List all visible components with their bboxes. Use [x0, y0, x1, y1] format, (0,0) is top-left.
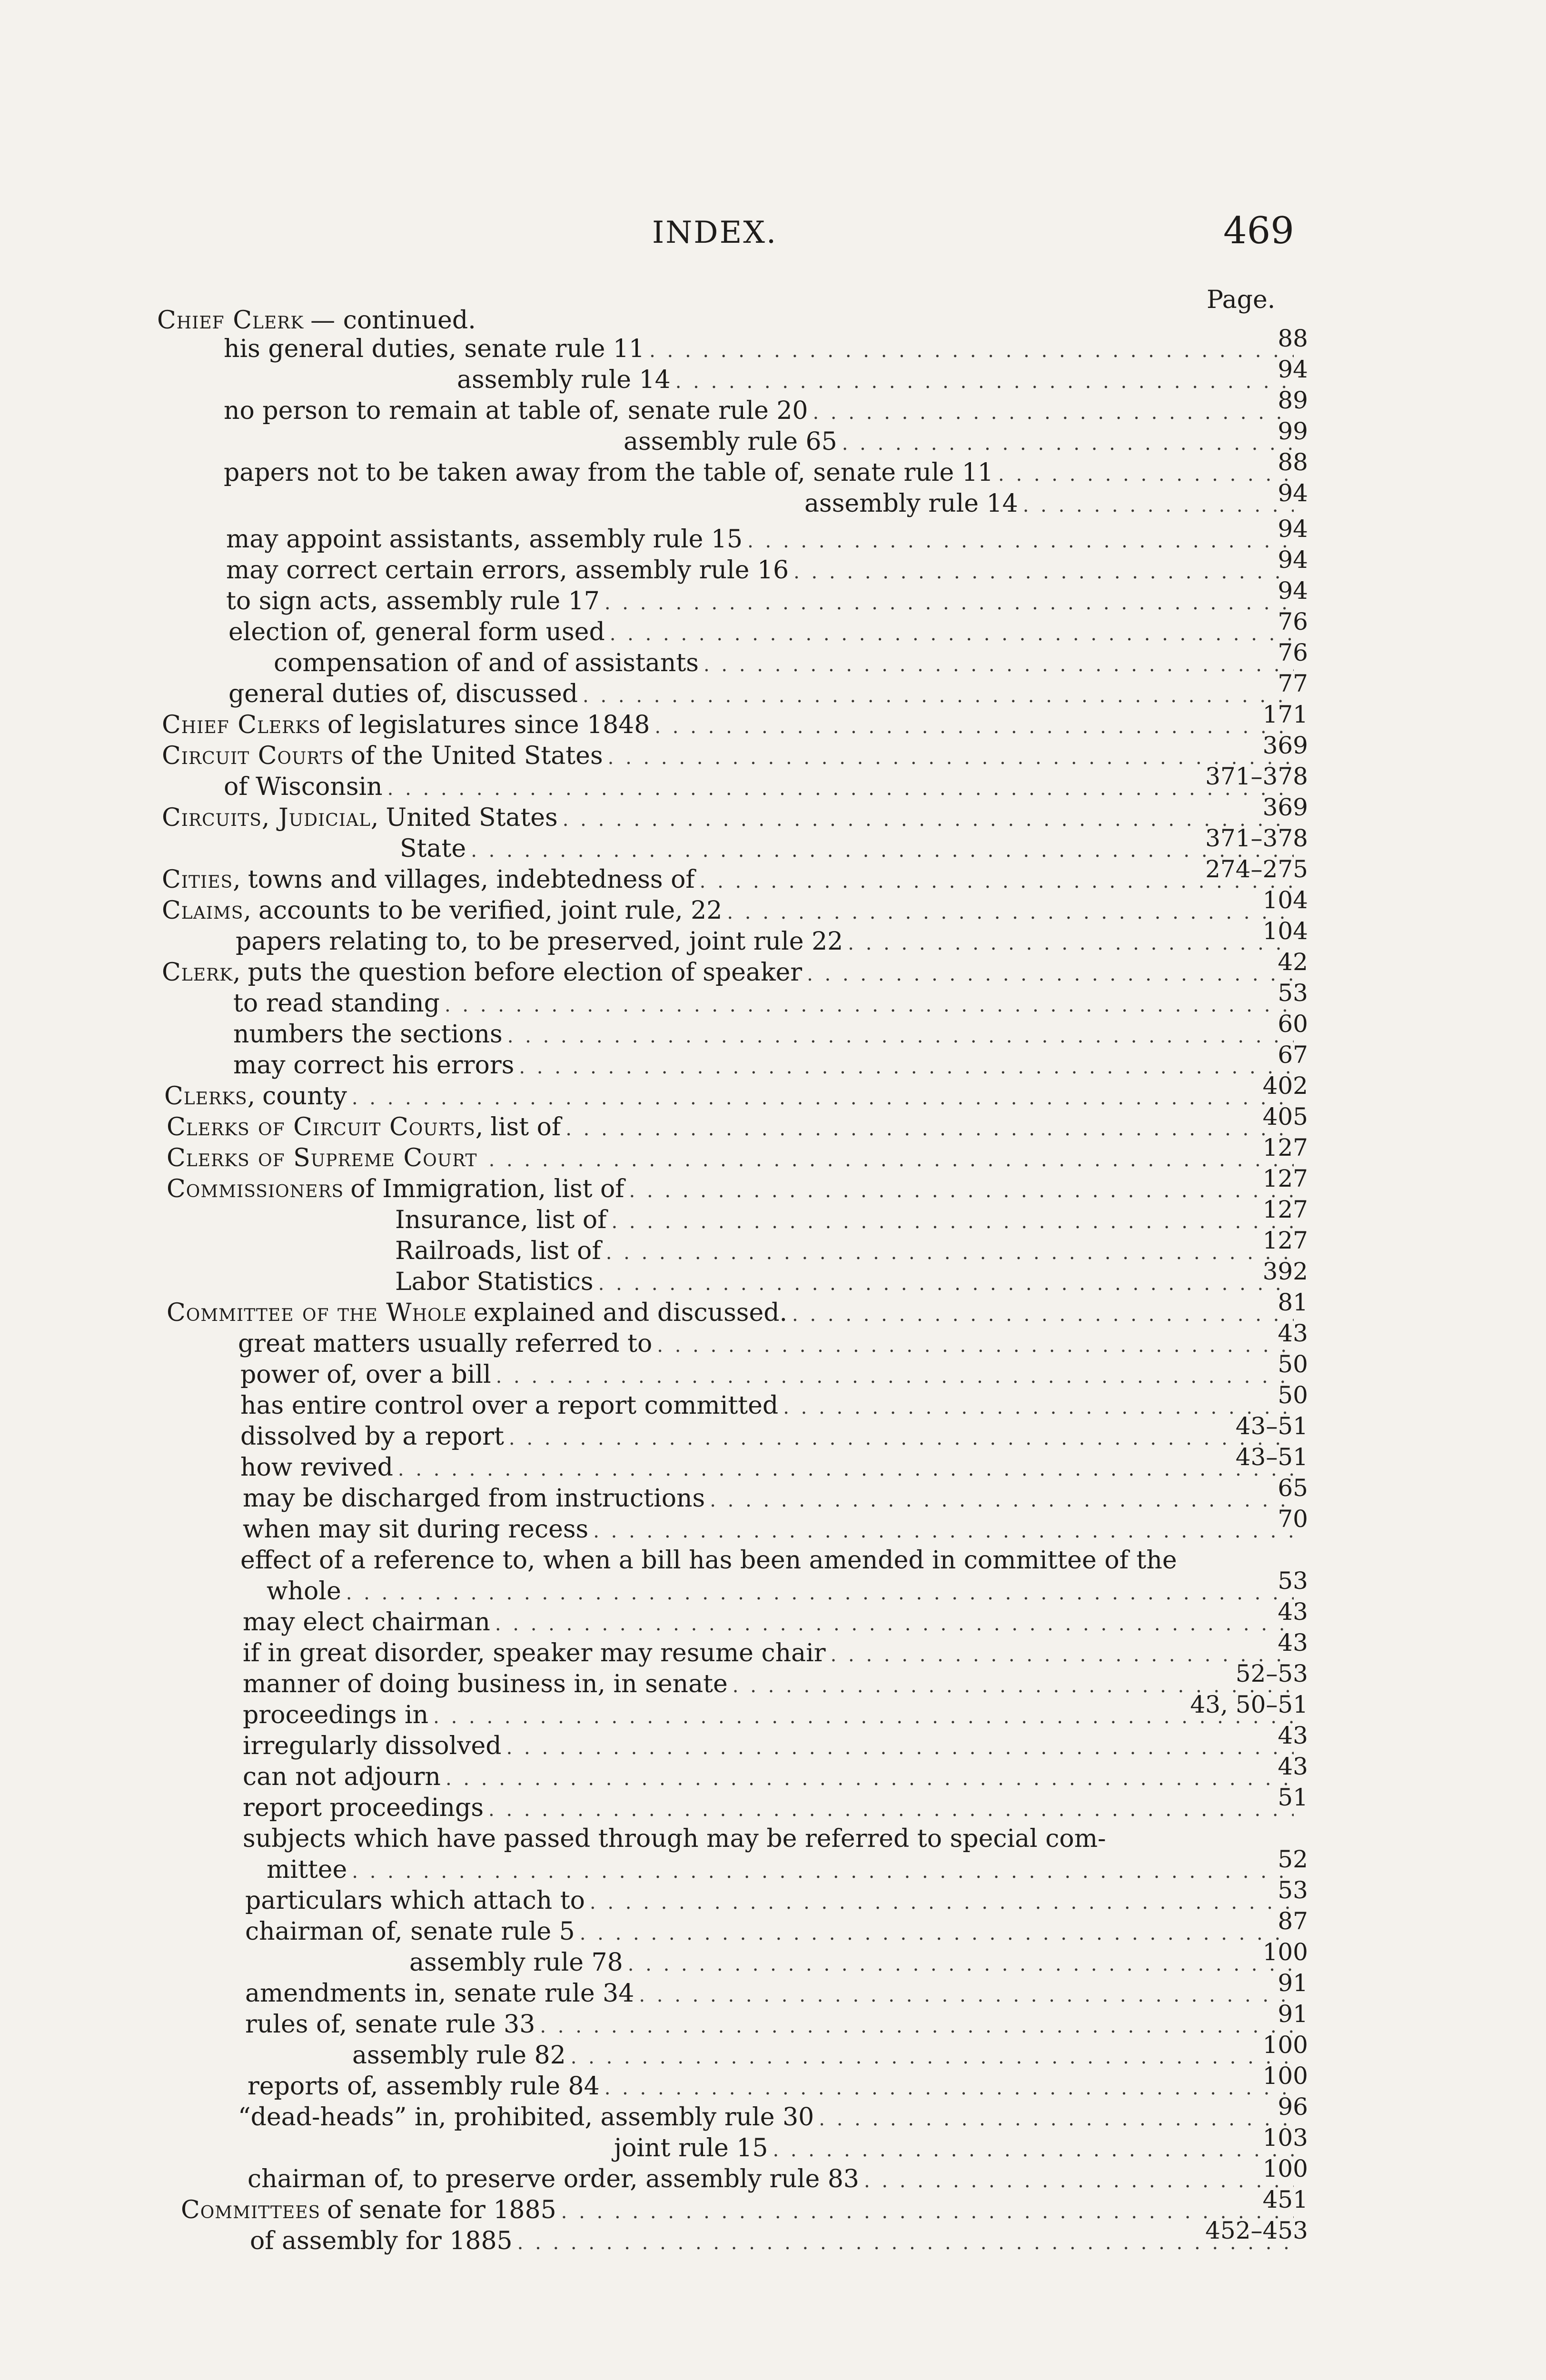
page-reference: 402: [1262, 1072, 1308, 1100]
dot-leader: [346, 1577, 1294, 1609]
dot-leader: [628, 1949, 1294, 1980]
page-reference: 405: [1262, 1103, 1308, 1130]
page-reference: 43–51: [1235, 1443, 1308, 1471]
index-entry: [243, 1606, 1298, 1638]
index-entry: [243, 1699, 1298, 1731]
entry-text: United States: [386, 803, 558, 832]
entry-text: amendments in, senate rule 34: [245, 1979, 634, 2008]
page-reference: 89: [1278, 387, 1308, 414]
entry-text: list of: [490, 1113, 561, 1141]
entry-text: Labor Statistics: [395, 1268, 594, 1296]
entry-text: to sign acts, assembly rule 17: [226, 587, 600, 615]
entry-text: may elect chairman: [243, 1608, 490, 1636]
dot-leader: [783, 1392, 1294, 1423]
dot-leader: [606, 1237, 1294, 1269]
index-entry: [224, 771, 1298, 803]
dot-leader: [773, 2134, 1294, 2166]
entry-heading: Clerks,: [164, 1082, 256, 1111]
index-entry: [162, 864, 1298, 895]
entry-text: power of, over a bill: [240, 1360, 491, 1389]
page-reference: 392: [1262, 1258, 1308, 1285]
entry-text: State: [400, 834, 466, 863]
index-entry: [240, 1359, 1298, 1390]
entry-heading: Circuit Courts: [162, 742, 344, 770]
entry-text: mittee: [267, 1855, 347, 1884]
page-reference: 371–378: [1205, 763, 1308, 790]
entry-text: subjects which have passed through may be referred to special com-: [243, 1825, 1106, 1853]
index-entry: [240, 1452, 1298, 1483]
dot-leader: [507, 1021, 1294, 1052]
page-reference: 76: [1278, 639, 1308, 666]
entry-text: no person to remain at table of, senate rule 20: [224, 397, 808, 425]
entry-heading: Commissioners: [167, 1175, 344, 1203]
entry-heading: Cities,: [162, 865, 241, 894]
index-entry: [243, 1637, 1298, 1669]
index-entry: [352, 2040, 1298, 2071]
dot-leader: [445, 990, 1294, 1021]
entry-heading: Clerks of Supreme Court: [167, 1144, 477, 1172]
dot-leader: [495, 1608, 1294, 1640]
entry-text: assembly rule 14: [457, 366, 671, 394]
page-reference: 43: [1278, 1319, 1308, 1347]
index-entry: [243, 1730, 1298, 1762]
entry-text: assembly rule 82: [352, 2041, 566, 2070]
entry-text: chairman of, senate rule 5: [245, 1917, 575, 1946]
page-reference: 87: [1278, 1907, 1308, 1935]
dot-leader: [864, 2165, 1294, 2197]
index-entry: [181, 2194, 1298, 2226]
index-entry: [162, 802, 1298, 833]
entry-text: when may sit during recess: [243, 1515, 589, 1544]
index-entry: [395, 1235, 1298, 1267]
index-entry: [274, 647, 1298, 679]
index-entry: [240, 1390, 1298, 1421]
dot-leader: [819, 2103, 1294, 2135]
dot-leader: [831, 1639, 1294, 1671]
entry-heading: Clerk,: [162, 958, 241, 987]
dot-leader: [517, 2227, 1294, 2259]
entry-text: accounts to be verified, joint rule, 22: [258, 896, 723, 925]
dot-leader: [747, 526, 1294, 557]
index-entry: [224, 457, 1298, 488]
dot-leader: [611, 1206, 1294, 1238]
dot-leader: [675, 366, 1294, 397]
page-reference: 43, 50–51: [1190, 1691, 1308, 1718]
index-entry: [245, 1916, 1298, 1947]
index-entry: [233, 988, 1298, 1019]
page-reference: 51: [1278, 1784, 1308, 1811]
page-reference: 43: [1278, 1722, 1308, 1749]
dot-leader: [610, 618, 1294, 650]
dot-leader: [519, 1051, 1294, 1083]
entry-text: “dead-heads” in, prohibited, assembly rule 30: [238, 2103, 814, 2132]
index-entry: [248, 2163, 1298, 2195]
entry-text: of senate for 1885: [327, 2196, 556, 2224]
dot-leader: [563, 804, 1294, 835]
dot-leader: [654, 711, 1294, 743]
index-entry: [409, 1947, 1298, 1978]
index-entry: [243, 1668, 1298, 1700]
entry-text: numbers the sections: [233, 1020, 503, 1049]
entry-text: papers not to be taken away from the table of, senate rule 11: [224, 458, 994, 487]
dot-leader: [387, 773, 1294, 804]
page-reference: 451: [1262, 2186, 1308, 2213]
dot-leader: [649, 335, 1294, 367]
index-entry: [243, 1823, 1298, 1854]
page-reference: 94: [1278, 356, 1308, 383]
entry-text: whole: [267, 1577, 341, 1606]
entry-heading: Circuits, Judicial,: [162, 803, 379, 832]
index-entry: [162, 895, 1298, 926]
entry-text: towns and villages, indebtedness of: [248, 865, 695, 894]
dot-leader: [793, 556, 1294, 588]
index-entry: [400, 833, 1298, 864]
dot-leader: [398, 1454, 1294, 1485]
dot-leader: [848, 928, 1294, 959]
dot-leader: [446, 1763, 1294, 1795]
entry-text: explained and discussed.: [473, 1299, 788, 1327]
page-reference: 52–53: [1235, 1660, 1308, 1687]
dot-leader: [813, 397, 1294, 428]
page-reference: 67: [1278, 1041, 1308, 1069]
page-reference: 127: [1262, 1165, 1308, 1192]
entry-heading: Clerks of Circuit Courts,: [167, 1113, 484, 1141]
page-reference: 65: [1278, 1474, 1308, 1502]
dot-leader: [540, 2011, 1294, 2042]
page-reference: 70: [1278, 1505, 1308, 1533]
dot-leader: [605, 587, 1294, 619]
index-entry: [243, 1483, 1298, 1514]
page-reference: 103: [1262, 2124, 1308, 2152]
page-reference: 50: [1278, 1350, 1308, 1378]
page-reference: 94: [1278, 577, 1308, 605]
index-entry: [167, 1111, 1298, 1143]
index-entry: [267, 1576, 1298, 1607]
entry-heading: Claims,: [162, 896, 252, 925]
entry-text: assembly rule 65: [624, 427, 837, 456]
entry-text: assembly rule 14: [804, 489, 1018, 518]
index-entry: [457, 364, 1298, 396]
index-entry: [167, 1142, 1298, 1174]
index-entry: [804, 488, 1298, 519]
index-entry: [162, 709, 1298, 741]
dot-leader: [807, 959, 1294, 990]
dot-leader: [1023, 490, 1294, 521]
dot-leader: [565, 1113, 1294, 1145]
page-reference: 452–453: [1205, 2217, 1308, 2244]
index-entry: [226, 585, 1298, 617]
index-entry: [624, 426, 1298, 457]
entry-heading: Committees: [181, 2196, 321, 2224]
page-reference: 60: [1278, 1010, 1308, 1038]
entry-text: proceedings in: [243, 1701, 429, 1729]
dot-leader: [842, 428, 1294, 459]
page-reference: 88: [1278, 448, 1308, 476]
index-entry: [245, 1885, 1298, 1916]
page-reference: 369: [1262, 793, 1308, 821]
dot-leader: [598, 1268, 1294, 1299]
page-reference: 100: [1262, 1938, 1308, 1966]
entry-text: Railroads, list of: [395, 1237, 601, 1265]
entry-text: of Immigration, list of: [350, 1175, 624, 1203]
page-reference: 127: [1262, 1227, 1308, 1254]
entry-text: assembly rule 78: [409, 1948, 623, 1977]
page-reference: 53: [1278, 1876, 1308, 1904]
entry-text: how revived: [240, 1453, 393, 1482]
dot-leader: [727, 897, 1294, 928]
entry-text: has entire control over a report committed: [240, 1391, 779, 1420]
dot-leader: [488, 1794, 1294, 1825]
entry-text: rules of, senate rule 33: [245, 2010, 535, 2039]
entry-text: of assembly for 1885: [250, 2227, 513, 2255]
dot-leader: [629, 1175, 1294, 1207]
page-reference: 53: [1278, 1567, 1308, 1595]
page-reference: 127: [1262, 1196, 1308, 1223]
entry-text: compensation of and of assistants: [274, 649, 699, 677]
page-reference: 371–378: [1205, 824, 1308, 852]
index-entry: [226, 555, 1298, 586]
entry-text: report proceedings: [243, 1794, 484, 1822]
dot-leader: [792, 1299, 1294, 1330]
page-reference: 88: [1278, 325, 1308, 352]
dot-leader: [700, 866, 1294, 897]
entry-text: joint rule 15: [614, 2134, 768, 2162]
page-reference: 94: [1278, 546, 1308, 574]
index-entry: [157, 305, 1298, 336]
index-entry: [250, 2225, 1298, 2257]
page-reference: 42: [1278, 948, 1308, 976]
index-entry: [228, 616, 1298, 648]
index-entry: [245, 2009, 1298, 2040]
index-entry: [267, 1854, 1298, 1885]
index-entry: [164, 1081, 1298, 1112]
dot-leader: [509, 1423, 1294, 1454]
page-reference: 43–51: [1235, 1412, 1308, 1440]
entry-text: reports of, assembly rule 84: [248, 2072, 600, 2101]
page-reference: 43: [1278, 1753, 1308, 1780]
page-reference: 91: [1278, 1969, 1308, 1997]
dot-leader: [471, 835, 1294, 866]
index-entry: [167, 1297, 1298, 1329]
entry-text: irregularly dissolved: [243, 1732, 502, 1760]
entry-text: puts the question before election of speaker: [248, 958, 803, 987]
dot-leader: [489, 1144, 1294, 1176]
page-reference: 104: [1262, 917, 1308, 945]
dot-leader: [583, 680, 1294, 712]
dot-leader: [506, 1732, 1294, 1764]
entry-heading: Committee of the Whole: [167, 1299, 467, 1327]
dot-leader: [639, 1980, 1294, 2011]
dot-leader: [998, 459, 1294, 490]
page-reference: 77: [1278, 670, 1308, 697]
index-entry: [224, 395, 1298, 426]
page-reference: 171: [1262, 701, 1308, 728]
entry-text: of Wisconsin: [224, 773, 383, 801]
dot-leader: [571, 2042, 1294, 2073]
dot-leader: [593, 1516, 1294, 1547]
index-entry: [228, 678, 1298, 710]
entry-heading: Chief Clerk: [157, 306, 304, 335]
page-reference: 50: [1278, 1381, 1308, 1409]
index-entry: [395, 1266, 1298, 1298]
dot-leader: [352, 1856, 1294, 1887]
index-entry: [167, 1173, 1298, 1205]
page-reference: 43: [1278, 1629, 1308, 1656]
dot-leader: [704, 649, 1294, 681]
entry-text: may be discharged from instructions: [243, 1484, 705, 1513]
index-entry: [236, 926, 1298, 957]
page-reference: 43: [1278, 1598, 1308, 1626]
entry-text: county: [262, 1082, 347, 1111]
page-reference: 94: [1278, 515, 1308, 543]
index-entry: [395, 1204, 1298, 1236]
dot-leader: [590, 1887, 1294, 1918]
entry-text: dissolved by a report: [240, 1422, 504, 1451]
dot-leader: [496, 1361, 1294, 1392]
dot-leader: [433, 1701, 1294, 1733]
entry-text: manner of doing business in, in senate: [243, 1670, 728, 1698]
index-entry: [224, 333, 1298, 365]
index-entry: [245, 1978, 1298, 2009]
entry-text: election of, general form used: [228, 618, 605, 646]
dot-leader: [657, 1330, 1294, 1361]
entry-text: — continued.: [310, 306, 476, 335]
index-entry: [226, 524, 1298, 555]
dot-leader: [710, 1485, 1294, 1516]
dot-leader: [608, 742, 1294, 774]
entry-text: general duties of, discussed: [228, 680, 578, 708]
dot-leader: [580, 1918, 1294, 1949]
entry-text: may correct his errors: [233, 1051, 515, 1080]
page-reference: 127: [1262, 1134, 1308, 1161]
page-reference: 100: [1262, 2062, 1308, 2090]
index-entry: [233, 1019, 1298, 1050]
index-entry: [162, 740, 1298, 772]
page-reference: 53: [1278, 979, 1308, 1007]
dot-leader: [352, 1082, 1294, 1114]
index-entry: [243, 1514, 1298, 1545]
entry-text: his general duties, senate rule 11: [224, 335, 645, 363]
page-reference: 274–275: [1205, 855, 1308, 883]
page-reference: 52: [1278, 1845, 1308, 1873]
entry-text: particulars which attach to: [245, 1886, 585, 1915]
page-reference: 369: [1262, 732, 1308, 759]
page-reference: 100: [1262, 2155, 1308, 2182]
entry-text: effect of a reference to, when a bill has been amended in committee of the: [240, 1546, 1177, 1575]
page-reference: 94: [1278, 479, 1308, 507]
index-entry: [248, 2071, 1298, 2102]
page-reference: 104: [1262, 886, 1308, 914]
page-column-label: Page.: [1207, 286, 1276, 314]
entry-text: papers relating to, to be preserved, joint rule 22: [236, 927, 843, 956]
page-reference: 76: [1278, 608, 1308, 635]
index-entry: [233, 1050, 1298, 1081]
page-reference: 96: [1278, 2093, 1308, 2121]
index-entry: [243, 1792, 1298, 1824]
page-reference: 81: [1278, 1289, 1308, 1316]
entry-text: to read standing: [233, 989, 440, 1018]
entry-text: of legislatures since 1848: [327, 711, 650, 739]
page-header-title: INDEX.: [652, 215, 778, 250]
page-reference: 91: [1278, 2000, 1308, 2028]
entry-text: can not adjourn: [243, 1763, 441, 1791]
page-reference: 99: [1278, 417, 1308, 445]
dot-leader: [561, 2196, 1294, 2228]
entry-text: if in great disorder, speaker may resume chair: [243, 1639, 826, 1667]
entry-text: great matters usually referred to: [238, 1329, 653, 1358]
entry-heading: Chief Clerks: [162, 711, 321, 739]
index-entry: [238, 1328, 1298, 1359]
entry-text: of the United States: [350, 742, 603, 770]
index-entry: [240, 1545, 1298, 1576]
dot-leader: [605, 2073, 1294, 2104]
entry-text: chairman of, to preserve order, assembly rule 83: [248, 2165, 859, 2193]
index-entry: [240, 1421, 1298, 1452]
page-number: 469: [1223, 209, 1294, 252]
entry-text: Insurance, list of: [395, 1206, 607, 1234]
page-reference: 100: [1262, 2031, 1308, 2059]
index-entry: [238, 2102, 1298, 2133]
entry-text: may appoint assistants, assembly rule 15: [226, 525, 743, 554]
index-entry: [162, 957, 1298, 988]
index-entry: [614, 2132, 1298, 2164]
entry-text: may correct certain errors, assembly rule 16: [226, 556, 789, 585]
index-entry: [243, 1761, 1298, 1793]
